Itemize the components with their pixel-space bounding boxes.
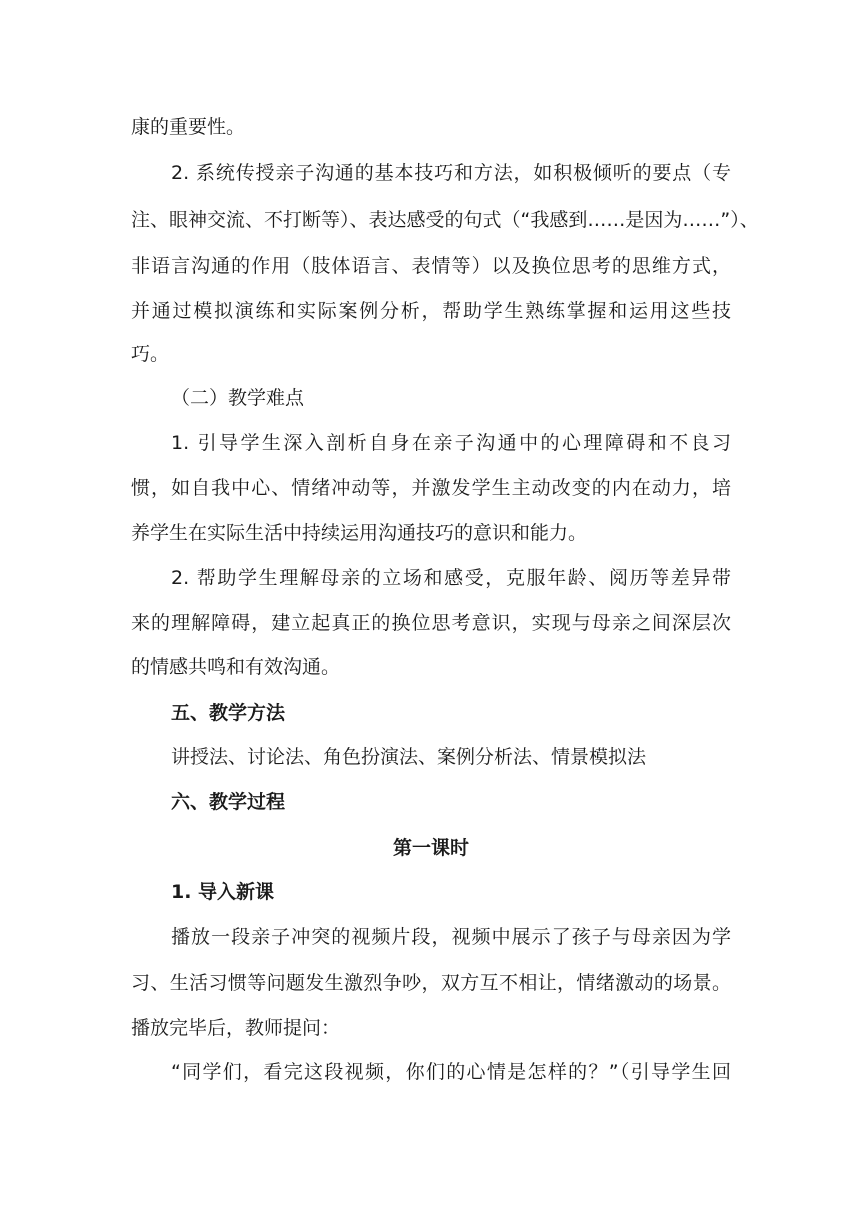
- paragraph-line: 康的重要性。: [131, 116, 246, 138]
- paragraph-line: 注、眼神交流、不打断等）、表达感受的句式（“我感到……是因为……”）、: [131, 209, 759, 231]
- paragraph-line: 巧。: [131, 343, 170, 365]
- paragraph-line: 非语言沟通的作用（肢体语言、表情等）以及换位思考的思维方式，: [131, 255, 731, 277]
- paragraph-line: 1. 引导学生深入剖析自身在亲子沟通中的心理障碍和不良习: [171, 432, 731, 454]
- section-heading: 五、教学方法: [171, 702, 286, 724]
- paragraph-line: 惯，如自我中心、情绪冲动等，并激发学生主动改变的内在动力，培: [131, 477, 731, 499]
- paragraph-line: 2. 帮助学生理解母亲的立场和感受，克服年龄、阅历等差异带: [171, 567, 731, 589]
- paragraph-line: 养学生在实际生活中持续运用沟通技巧的意识和能力。: [131, 522, 588, 544]
- subsection-heading: （二）教学难点: [171, 387, 305, 409]
- paragraph-line: 的情感共鸣和有效沟通。: [131, 656, 341, 678]
- lesson-title: 第一课时: [392, 837, 469, 859]
- paragraph-line: “同学们，看完这段视频，你们的心情是怎样的？”（引导学生回: [171, 1061, 731, 1083]
- paragraph-line: 并通过模拟演练和实际案例分析，帮助学生熟练掌握和运用这些技: [131, 300, 731, 322]
- paragraph-line: 讲授法、讨论法、角色扮演法、案例分析法、情景模拟法: [171, 746, 647, 768]
- paragraph-line: 播放完毕后，教师提问：: [131, 1017, 341, 1039]
- paragraph-line: 习、生活习惯等问题发生激烈争吵，双方互不相让，情绪激动的场景。: [131, 972, 731, 994]
- paragraph-line: 2. 系统传授亲子沟通的基本技巧和方法，如积极倾听的要点（专: [171, 162, 731, 184]
- step-heading: 1. 导入新课: [171, 881, 275, 903]
- section-heading: 六、教学过程: [171, 791, 286, 813]
- paragraph-line: 来的理解障碍，建立起真正的换位思考意识，实现与母亲之间深层次: [131, 612, 731, 634]
- paragraph-line: 播放一段亲子冲突的视频片段，视频中展示了孩子与母亲因为学: [171, 926, 731, 948]
